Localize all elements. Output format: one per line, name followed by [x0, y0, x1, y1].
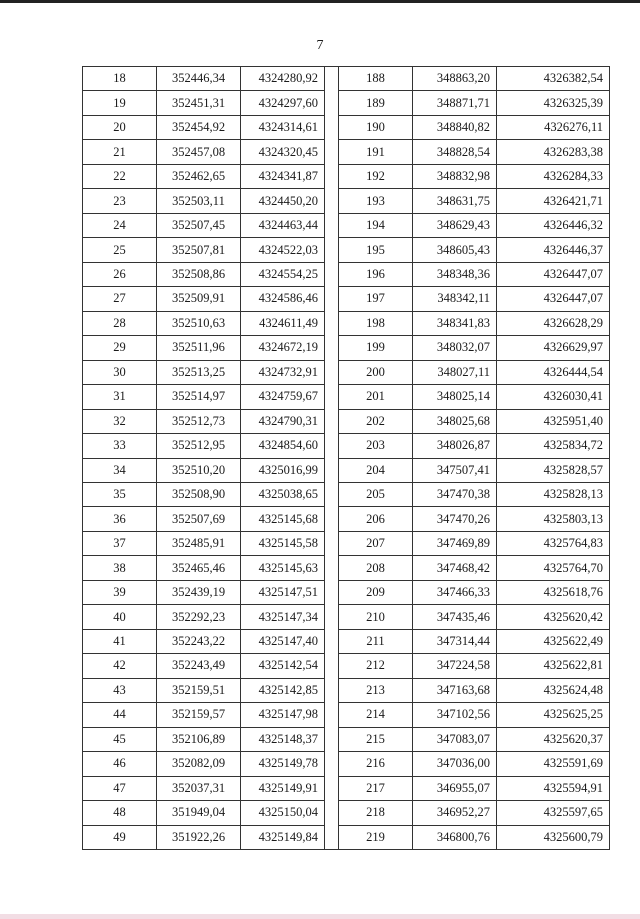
point-number-cell: 24	[83, 213, 157, 237]
x-coordinate-cell: 348027,11	[413, 360, 497, 384]
table-row	[83, 727, 610, 751]
point-number-cell: 205	[339, 482, 413, 506]
point-number-cell: 26	[83, 262, 157, 286]
y-coordinate-cell: 4325147,51	[241, 580, 325, 604]
table-row	[83, 458, 610, 482]
table-row	[83, 385, 610, 409]
x-coordinate-cell: 352159,51	[157, 678, 241, 702]
x-coordinate-cell: 352507,69	[157, 507, 241, 531]
y-coordinate-cell: 4325147,98	[241, 703, 325, 727]
x-coordinate-cell: 352457,08	[157, 140, 241, 164]
x-coordinate-cell: 348631,75	[413, 189, 497, 213]
y-coordinate-cell: 4324586,46	[241, 287, 325, 311]
table-row	[83, 629, 610, 653]
table-row	[83, 678, 610, 702]
y-coordinate-cell: 4326447,07	[497, 287, 610, 311]
x-coordinate-cell: 352508,86	[157, 262, 241, 286]
x-coordinate-cell: 352508,90	[157, 482, 241, 506]
point-number-cell: 197	[339, 287, 413, 311]
column-gap	[325, 507, 339, 531]
y-coordinate-cell: 4326284,33	[497, 164, 610, 188]
point-number-cell: 206	[339, 507, 413, 531]
point-number-cell: 22	[83, 164, 157, 188]
point-number-cell: 30	[83, 360, 157, 384]
point-number-cell: 213	[339, 678, 413, 702]
y-coordinate-cell: 4325594,91	[497, 776, 610, 800]
column-gap	[325, 605, 339, 629]
point-number-cell: 44	[83, 703, 157, 727]
y-coordinate-cell: 4325016,99	[241, 458, 325, 482]
point-number-cell: 193	[339, 189, 413, 213]
point-number-cell: 39	[83, 580, 157, 604]
x-coordinate-cell: 347036,00	[413, 752, 497, 776]
x-coordinate-cell: 347224,58	[413, 654, 497, 678]
column-gap	[325, 654, 339, 678]
x-coordinate-cell: 348832,98	[413, 164, 497, 188]
point-number-cell: 203	[339, 434, 413, 458]
point-number-cell: 19	[83, 91, 157, 115]
column-gap	[325, 801, 339, 825]
point-number-cell: 204	[339, 458, 413, 482]
point-number-cell: 189	[339, 91, 413, 115]
point-number-cell: 199	[339, 336, 413, 360]
table-row	[83, 140, 610, 164]
point-number-cell: 34	[83, 458, 157, 482]
point-number-cell: 201	[339, 385, 413, 409]
column-gap	[325, 482, 339, 506]
coordinates-table-body	[83, 67, 610, 850]
x-coordinate-cell: 351922,26	[157, 825, 241, 849]
y-coordinate-cell: 4326325,39	[497, 91, 610, 115]
column-gap	[325, 360, 339, 384]
y-coordinate-cell: 4325828,57	[497, 458, 610, 482]
x-coordinate-cell: 346952,27	[413, 801, 497, 825]
point-number-cell: 209	[339, 580, 413, 604]
y-coordinate-cell: 4325803,13	[497, 507, 610, 531]
y-coordinate-cell: 4325149,91	[241, 776, 325, 800]
point-number-cell: 46	[83, 752, 157, 776]
y-coordinate-cell: 4324790,31	[241, 409, 325, 433]
y-coordinate-cell: 4325764,70	[497, 556, 610, 580]
point-number-cell: 38	[83, 556, 157, 580]
table-row	[83, 311, 610, 335]
x-coordinate-cell: 348840,82	[413, 115, 497, 139]
x-coordinate-cell: 348605,43	[413, 238, 497, 262]
x-coordinate-cell: 352446,34	[157, 67, 241, 91]
x-coordinate-cell: 347470,26	[413, 507, 497, 531]
y-coordinate-cell: 4325620,42	[497, 605, 610, 629]
point-number-cell: 218	[339, 801, 413, 825]
y-coordinate-cell: 4324320,45	[241, 140, 325, 164]
x-coordinate-cell: 352243,49	[157, 654, 241, 678]
table-row	[83, 752, 610, 776]
table-row	[83, 825, 610, 849]
x-coordinate-cell: 348348,36	[413, 262, 497, 286]
table-row	[83, 580, 610, 604]
point-number-cell: 198	[339, 311, 413, 335]
point-number-cell: 211	[339, 629, 413, 653]
y-coordinate-cell: 4325591,69	[497, 752, 610, 776]
point-number-cell: 196	[339, 262, 413, 286]
x-coordinate-cell: 352503,11	[157, 189, 241, 213]
point-number-cell: 43	[83, 678, 157, 702]
y-coordinate-cell: 4325618,76	[497, 580, 610, 604]
column-gap	[325, 336, 339, 360]
x-coordinate-cell: 352037,31	[157, 776, 241, 800]
table-row	[83, 287, 610, 311]
column-gap	[325, 776, 339, 800]
y-coordinate-cell: 4324280,92	[241, 67, 325, 91]
point-number-cell: 35	[83, 482, 157, 506]
x-coordinate-cell: 352465,46	[157, 556, 241, 580]
y-coordinate-cell: 4325145,63	[241, 556, 325, 580]
table-row	[83, 605, 610, 629]
y-coordinate-cell: 4326276,11	[497, 115, 610, 139]
y-coordinate-cell: 4325147,40	[241, 629, 325, 653]
table-row	[83, 654, 610, 678]
point-number-cell: 27	[83, 287, 157, 311]
point-number-cell: 191	[339, 140, 413, 164]
point-number-cell: 202	[339, 409, 413, 433]
x-coordinate-cell: 347102,56	[413, 703, 497, 727]
y-coordinate-cell: 4326628,29	[497, 311, 610, 335]
y-coordinate-cell: 4326421,71	[497, 189, 610, 213]
y-coordinate-cell: 4324759,67	[241, 385, 325, 409]
x-coordinate-cell: 347435,46	[413, 605, 497, 629]
y-coordinate-cell: 4325148,37	[241, 727, 325, 751]
y-coordinate-cell: 4324522,03	[241, 238, 325, 262]
table-row	[83, 238, 610, 262]
point-number-cell: 195	[339, 238, 413, 262]
point-number-cell: 20	[83, 115, 157, 139]
column-gap	[325, 629, 339, 653]
y-coordinate-cell: 4326629,97	[497, 336, 610, 360]
y-coordinate-cell: 4324450,20	[241, 189, 325, 213]
x-coordinate-cell: 348629,43	[413, 213, 497, 237]
x-coordinate-cell: 352513,25	[157, 360, 241, 384]
coordinates-table	[82, 66, 610, 850]
point-number-cell: 31	[83, 385, 157, 409]
table-row	[83, 556, 610, 580]
x-coordinate-cell: 352454,92	[157, 115, 241, 139]
column-gap	[325, 531, 339, 555]
table-row	[83, 262, 610, 286]
column-gap	[325, 262, 339, 286]
point-number-cell: 216	[339, 752, 413, 776]
table-row	[83, 409, 610, 433]
y-coordinate-cell: 4325624,48	[497, 678, 610, 702]
y-coordinate-cell: 4324297,60	[241, 91, 325, 115]
y-coordinate-cell: 4326283,38	[497, 140, 610, 164]
x-coordinate-cell: 352512,95	[157, 434, 241, 458]
x-coordinate-cell: 352243,22	[157, 629, 241, 653]
point-number-cell: 45	[83, 727, 157, 751]
x-coordinate-cell: 352462,65	[157, 164, 241, 188]
x-coordinate-cell: 346800,76	[413, 825, 497, 849]
point-number-cell: 29	[83, 336, 157, 360]
y-coordinate-cell: 4326382,54	[497, 67, 610, 91]
x-coordinate-cell: 352507,81	[157, 238, 241, 262]
x-coordinate-cell: 348025,68	[413, 409, 497, 433]
point-number-cell: 21	[83, 140, 157, 164]
point-number-cell: 214	[339, 703, 413, 727]
y-coordinate-cell: 4325620,37	[497, 727, 610, 751]
x-coordinate-cell: 352511,96	[157, 336, 241, 360]
x-coordinate-cell: 348863,20	[413, 67, 497, 91]
column-gap	[325, 67, 339, 91]
y-coordinate-cell: 4324611,49	[241, 311, 325, 335]
x-coordinate-cell: 352514,97	[157, 385, 241, 409]
column-gap	[325, 189, 339, 213]
y-coordinate-cell: 4325145,68	[241, 507, 325, 531]
y-coordinate-cell: 4325142,54	[241, 654, 325, 678]
point-number-cell: 194	[339, 213, 413, 237]
column-gap	[325, 825, 339, 849]
point-number-cell: 208	[339, 556, 413, 580]
x-coordinate-cell: 352159,57	[157, 703, 241, 727]
y-coordinate-cell: 4325764,83	[497, 531, 610, 555]
table-row	[83, 776, 610, 800]
y-coordinate-cell: 4325149,84	[241, 825, 325, 849]
x-coordinate-cell: 348032,07	[413, 336, 497, 360]
point-number-cell: 42	[83, 654, 157, 678]
point-number-cell: 32	[83, 409, 157, 433]
x-coordinate-cell: 346955,07	[413, 776, 497, 800]
point-number-cell: 49	[83, 825, 157, 849]
point-number-cell: 48	[83, 801, 157, 825]
x-coordinate-cell: 352509,91	[157, 287, 241, 311]
column-gap	[325, 311, 339, 335]
y-coordinate-cell: 4325625,25	[497, 703, 610, 727]
table-row	[83, 482, 610, 506]
point-number-cell: 219	[339, 825, 413, 849]
column-gap	[325, 91, 339, 115]
column-gap	[325, 703, 339, 727]
y-coordinate-cell: 4326447,07	[497, 262, 610, 286]
x-coordinate-cell: 347469,89	[413, 531, 497, 555]
point-number-cell: 207	[339, 531, 413, 555]
x-coordinate-cell: 351949,04	[157, 801, 241, 825]
y-coordinate-cell: 4325622,81	[497, 654, 610, 678]
table-row	[83, 507, 610, 531]
point-number-cell: 190	[339, 115, 413, 139]
x-coordinate-cell: 352512,73	[157, 409, 241, 433]
x-coordinate-cell: 352485,91	[157, 531, 241, 555]
x-coordinate-cell: 352451,31	[157, 91, 241, 115]
y-coordinate-cell: 4325150,04	[241, 801, 325, 825]
column-gap	[325, 727, 339, 751]
point-number-cell: 47	[83, 776, 157, 800]
x-coordinate-cell: 348341,83	[413, 311, 497, 335]
x-coordinate-cell: 348025,14	[413, 385, 497, 409]
x-coordinate-cell: 347468,42	[413, 556, 497, 580]
y-coordinate-cell: 4325622,49	[497, 629, 610, 653]
table-row	[83, 164, 610, 188]
y-coordinate-cell: 4325149,78	[241, 752, 325, 776]
table-row	[83, 531, 610, 555]
page-number: 7	[316, 38, 324, 53]
y-coordinate-cell: 4325828,13	[497, 482, 610, 506]
x-coordinate-cell: 352439,19	[157, 580, 241, 604]
x-coordinate-cell: 348871,71	[413, 91, 497, 115]
table-row	[83, 213, 610, 237]
x-coordinate-cell: 348828,54	[413, 140, 497, 164]
table-row	[83, 115, 610, 139]
column-gap	[325, 556, 339, 580]
column-gap	[325, 140, 339, 164]
x-coordinate-cell: 347163,68	[413, 678, 497, 702]
point-number-cell: 25	[83, 238, 157, 262]
x-coordinate-cell: 352507,45	[157, 213, 241, 237]
point-number-cell: 36	[83, 507, 157, 531]
table-row	[83, 336, 610, 360]
y-coordinate-cell: 4325142,85	[241, 678, 325, 702]
y-coordinate-cell: 4324341,87	[241, 164, 325, 188]
point-number-cell: 210	[339, 605, 413, 629]
x-coordinate-cell: 347470,38	[413, 482, 497, 506]
y-coordinate-cell: 4324672,19	[241, 336, 325, 360]
point-number-cell: 41	[83, 629, 157, 653]
x-coordinate-cell: 352292,23	[157, 605, 241, 629]
table-row	[83, 360, 610, 384]
point-number-cell: 212	[339, 654, 413, 678]
y-coordinate-cell: 4325597,65	[497, 801, 610, 825]
y-coordinate-cell: 4326446,37	[497, 238, 610, 262]
table-row	[83, 434, 610, 458]
x-coordinate-cell: 347314,44	[413, 629, 497, 653]
point-number-cell: 215	[339, 727, 413, 751]
x-coordinate-cell: 352106,89	[157, 727, 241, 751]
point-number-cell: 28	[83, 311, 157, 335]
point-number-cell: 33	[83, 434, 157, 458]
point-number-cell: 192	[339, 164, 413, 188]
table-row	[83, 67, 610, 91]
column-gap	[325, 434, 339, 458]
column-gap	[325, 752, 339, 776]
table-row	[83, 91, 610, 115]
column-gap	[325, 458, 339, 482]
x-coordinate-cell: 348342,11	[413, 287, 497, 311]
point-number-cell: 40	[83, 605, 157, 629]
y-coordinate-cell: 4326030,41	[497, 385, 610, 409]
y-coordinate-cell: 4324314,61	[241, 115, 325, 139]
x-coordinate-cell: 347507,41	[413, 458, 497, 482]
table-row	[83, 189, 610, 213]
x-coordinate-cell: 352082,09	[157, 752, 241, 776]
x-coordinate-cell: 347083,07	[413, 727, 497, 751]
y-coordinate-cell: 4325147,34	[241, 605, 325, 629]
point-number-cell: 217	[339, 776, 413, 800]
column-gap	[325, 238, 339, 262]
point-number-cell: 23	[83, 189, 157, 213]
x-coordinate-cell: 347466,33	[413, 580, 497, 604]
column-gap	[325, 287, 339, 311]
point-number-cell: 200	[339, 360, 413, 384]
point-number-cell: 37	[83, 531, 157, 555]
column-gap	[325, 580, 339, 604]
scan-bottom-edge	[0, 914, 640, 919]
point-number-cell: 188	[339, 67, 413, 91]
scan-top-edge	[0, 0, 640, 3]
column-gap	[325, 385, 339, 409]
y-coordinate-cell: 4324732,91	[241, 360, 325, 384]
y-coordinate-cell: 4324554,25	[241, 262, 325, 286]
column-gap	[325, 678, 339, 702]
y-coordinate-cell: 4325600,79	[497, 825, 610, 849]
y-coordinate-cell: 4326446,32	[497, 213, 610, 237]
column-gap	[325, 164, 339, 188]
y-coordinate-cell: 4325145,58	[241, 531, 325, 555]
point-number-cell: 18	[83, 67, 157, 91]
y-coordinate-cell: 4324854,60	[241, 434, 325, 458]
table-row	[83, 801, 610, 825]
y-coordinate-cell: 4325038,65	[241, 482, 325, 506]
y-coordinate-cell: 4326444,54	[497, 360, 610, 384]
y-coordinate-cell: 4325951,40	[497, 409, 610, 433]
table-row	[83, 703, 610, 727]
column-gap	[325, 115, 339, 139]
y-coordinate-cell: 4324463,44	[241, 213, 325, 237]
column-gap	[325, 213, 339, 237]
x-coordinate-cell: 352510,20	[157, 458, 241, 482]
x-coordinate-cell: 352510,63	[157, 311, 241, 335]
x-coordinate-cell: 348026,87	[413, 434, 497, 458]
y-coordinate-cell: 4325834,72	[497, 434, 610, 458]
column-gap	[325, 409, 339, 433]
